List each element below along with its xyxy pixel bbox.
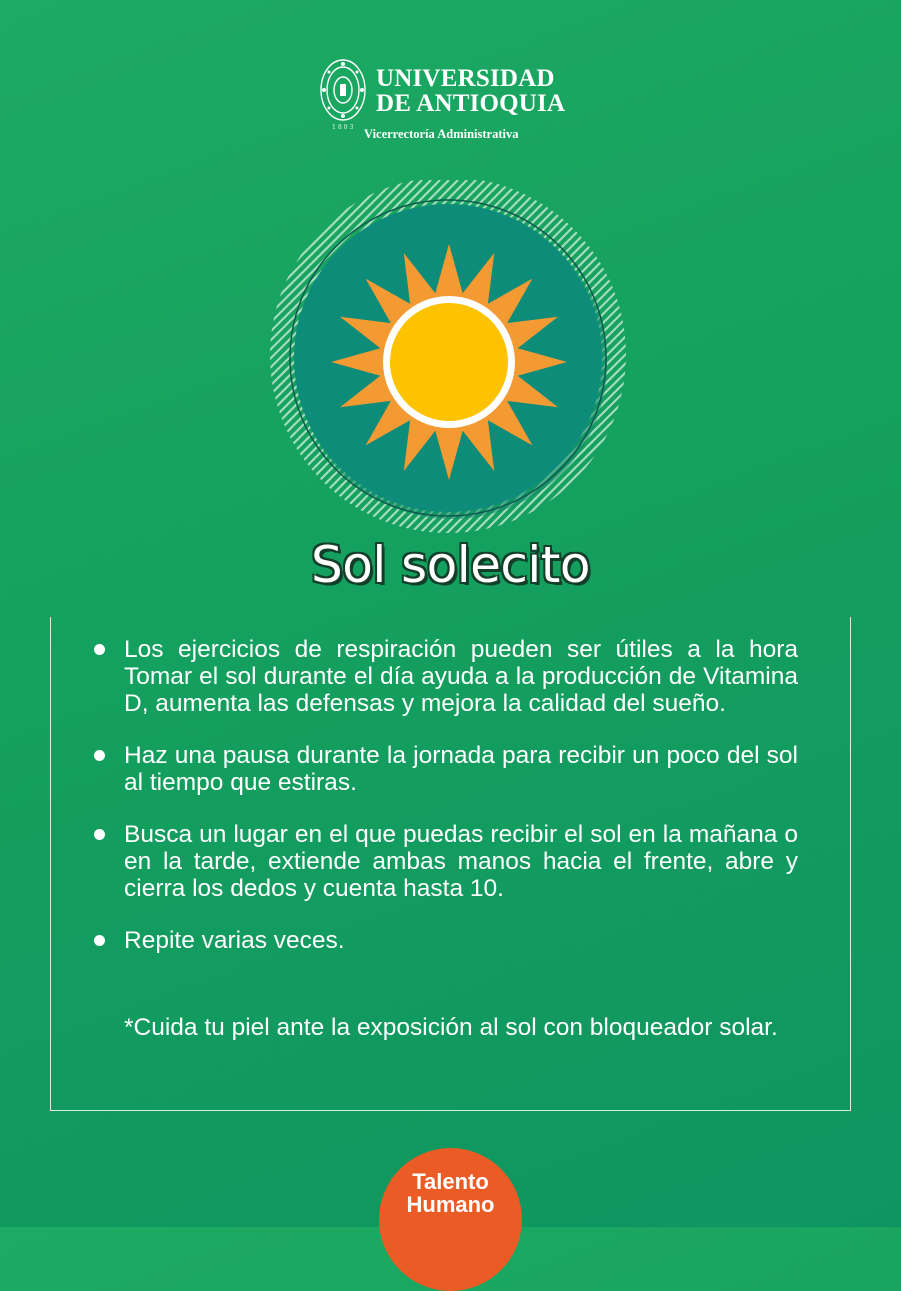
tips-list bbox=[94, 636, 798, 979]
sun-illustration bbox=[255, 180, 635, 540]
badge-line2: Humano bbox=[406, 1192, 495, 1217]
bullet-icon bbox=[94, 935, 105, 946]
bullet-icon bbox=[94, 644, 105, 655]
seal-year: 1803 bbox=[332, 124, 356, 131]
university-subtitle: Vicerrectoría Administrativa bbox=[364, 127, 519, 141]
list-item-text: Haz una pausa durante la jornada para recibir un poco del sol al tiempo que estiras. bbox=[124, 742, 798, 796]
list-item bbox=[94, 927, 798, 954]
university-name-line2: DE ANTIOQUIA bbox=[376, 90, 566, 117]
sunscreen-note: *Cuida tu piel ante la exposición al sol con bloqueador solar. bbox=[124, 1014, 778, 1041]
list-item bbox=[94, 636, 798, 717]
university-seal-icon bbox=[318, 58, 368, 128]
bullet-icon bbox=[94, 829, 105, 840]
university-logo bbox=[318, 58, 588, 148]
badge-label bbox=[379, 1170, 522, 1216]
sun-icon bbox=[331, 244, 567, 480]
page-title: Sol solecito bbox=[311, 536, 590, 594]
university-name bbox=[376, 66, 606, 116]
bullet-icon bbox=[94, 750, 105, 761]
list-item-text: Los ejercicios de respiración pueden ser útiles a la hora Tomar el sol durante el día ayuda a la producción de Vitamina D, aumenta las defensas y mejora la calidad del sueño. bbox=[124, 636, 798, 717]
list-item bbox=[94, 821, 798, 902]
list-item bbox=[94, 742, 798, 796]
talento-humano-badge bbox=[379, 1148, 522, 1291]
badge-line1: Talento bbox=[412, 1169, 489, 1194]
list-item-text: Repite varias veces. bbox=[124, 927, 345, 954]
university-name-line1: UNIVERSIDAD bbox=[376, 65, 555, 92]
list-item-text: Busca un lugar en el que puedas recibir el sol en la mañana o en la tarde, extiende ambas manos hacia el frente, abre y cierra los dedos y cuenta hasta 10. bbox=[124, 821, 798, 902]
